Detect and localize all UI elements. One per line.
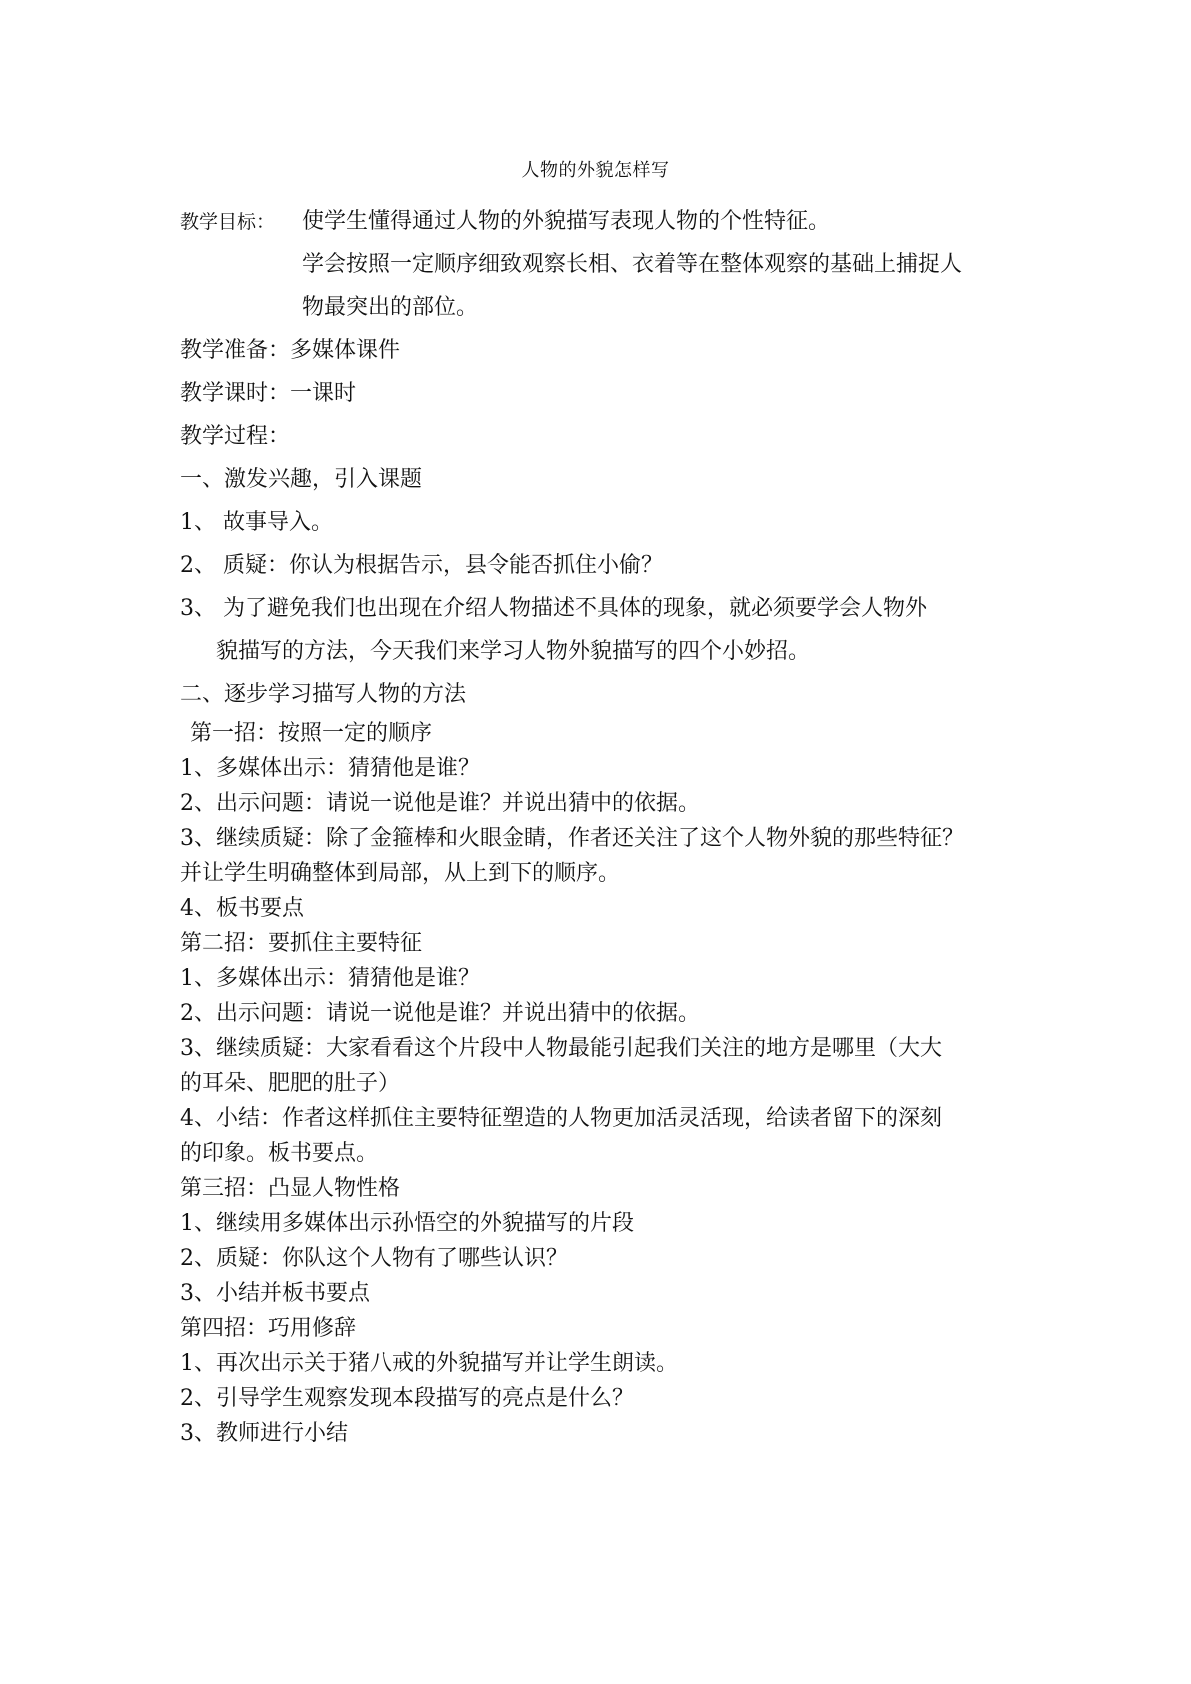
document-title: 人物的外貌怎样写 [521, 160, 670, 181]
process-line: 教学过程： [180, 424, 291, 449]
goal-text-1: 使学生懂得通过人物的外貌描写表现人物的个性特征。 [302, 209, 831, 234]
part1-item: 2、 质疑：你认为根据告示，县令能否抓住小偷？ [180, 553, 663, 578]
move1-item: 1、多媒体出示：猜猜他是谁？ [180, 756, 480, 781]
prep-line: 教学准备：多媒体课件 [180, 338, 401, 363]
move2-item: 3、继续质疑：大家看看这个片段中人物最能引起我们关注的地方是哪里（大大 [180, 1036, 942, 1061]
document-body [180, 200, 1040, 1451]
move1-item: 3、继续质疑：除了金箍棒和火眼金睛，作者还关注了这个人物外貌的那些特征？ [180, 826, 964, 851]
part1-item-continued: 貌描写的方法，今天我们来学习人物外貌描写的四个小妙招。 [216, 639, 811, 664]
move4-item: 3、教师进行小结 [180, 1421, 348, 1446]
move2-heading: 第二招：要抓住主要特征 [180, 931, 423, 956]
move1-heading: 第一招：按照一定的顺序 [190, 721, 433, 746]
move4-item: 1、再次出示关于猪八戒的外貌描写并让学生朗读。 [180, 1351, 678, 1376]
part1-item: 3、 为了避免我们也出现在介绍人物描述不具体的现象，就必须要学会人物外 [180, 596, 927, 621]
move1-item: 4、板书要点 [180, 896, 304, 921]
move4-item: 2、引导学生观察发现本段描写的亮点是什么？ [180, 1386, 634, 1411]
part1-item: 1、 故事导入。 [180, 510, 333, 535]
move2-item-continued: 的印象。板书要点。 [180, 1141, 379, 1166]
goal-line-1 [180, 200, 1040, 243]
goal-line-2: 学会按照一定顺序细致观察长相、衣着等在整体观察的基础上捕捉人 [302, 252, 963, 277]
move4-heading: 第四招：巧用修辞 [180, 1316, 357, 1341]
move1-item-continued: 并让学生明确整体到局部，从上到下的顺序。 [180, 861, 621, 886]
move2-item: 1、多媒体出示：猜猜他是谁？ [180, 966, 480, 991]
move3-item: 3、小结并板书要点 [180, 1281, 370, 1306]
move3-heading: 第三招：凸显人物性格 [180, 1176, 401, 1201]
period-line: 教学课时：一课时 [180, 381, 357, 406]
goal-label: 教学目标： [180, 211, 276, 233]
part2-heading: 二、逐步学习描写人物的方法 [180, 682, 467, 707]
move2-item: 4、小结：作者这样抓住主要特征塑造的人物更加活灵活现，给读者留下的深刻 [180, 1106, 942, 1131]
move3-item: 2、质疑：你队这个人物有了哪些认识？ [180, 1246, 568, 1271]
move3-item: 1、继续用多媒体出示孙悟空的外貌描写的片段 [180, 1211, 634, 1236]
part1-heading: 一、激发兴趣，引入课题 [180, 467, 423, 492]
move2-item: 2、出示问题：请说一说他是谁？并说出猜中的依据。 [180, 1001, 700, 1026]
goal-line-3: 物最突出的部位。 [302, 295, 479, 320]
move1-item: 2、出示问题：请说一说他是谁？并说出猜中的依据。 [180, 791, 700, 816]
move2-item-continued: 的耳朵、肥肥的肚子） [180, 1071, 401, 1096]
